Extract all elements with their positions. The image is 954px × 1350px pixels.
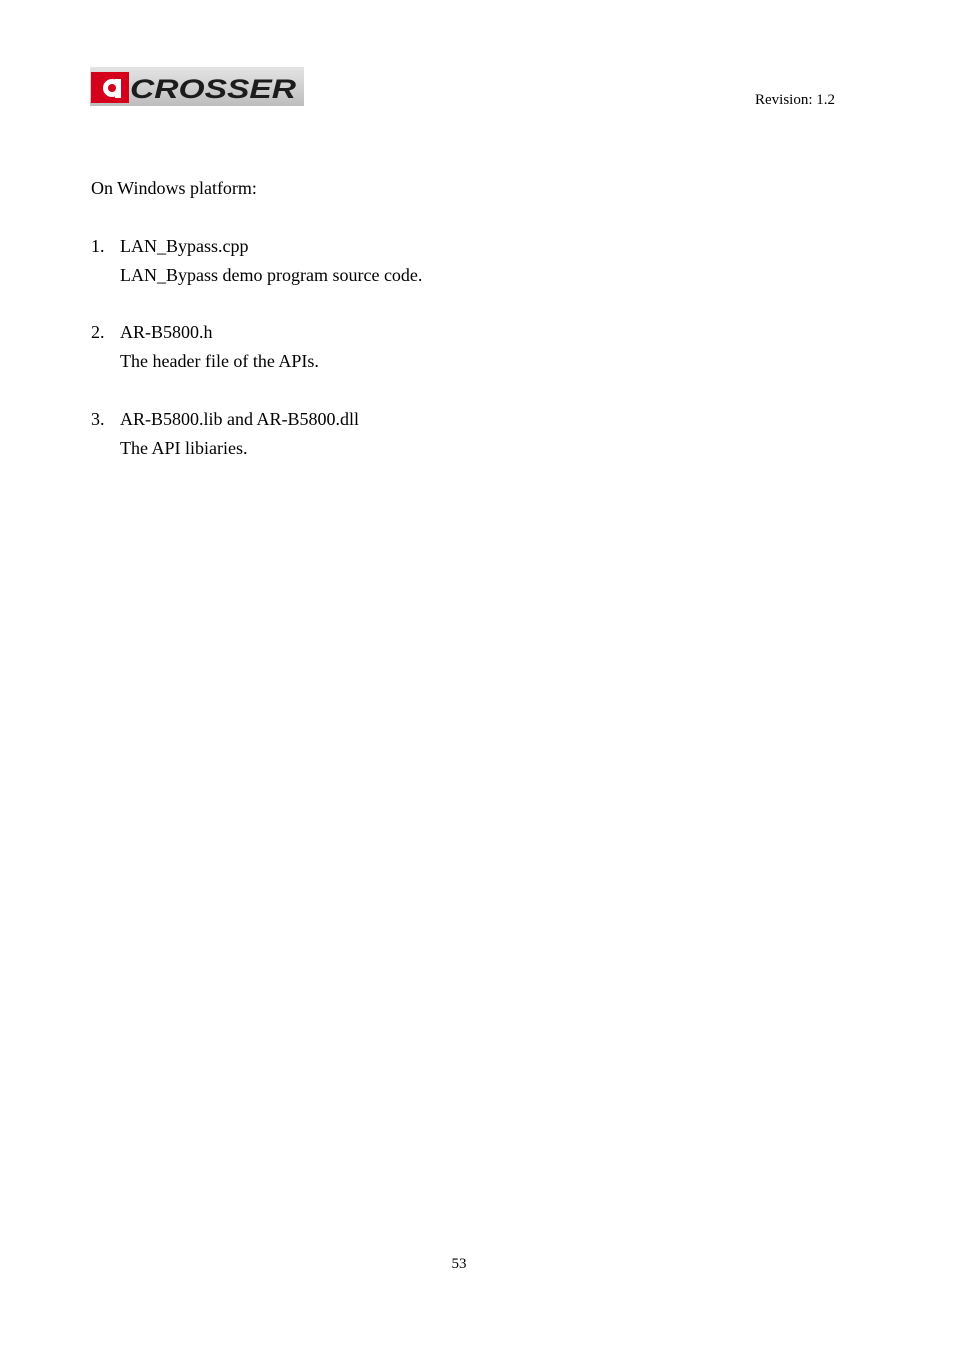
file-name: AR-B5800.lib and AR-B5800.dll [120, 409, 360, 429]
acrosser-logo-mark [90, 67, 304, 106]
file-description: The header file of the APIs. [120, 351, 319, 371]
acrosser-logo [90, 67, 304, 106]
revision-label: Revision: 1.2 [755, 92, 836, 108]
logo-a-counter [108, 84, 116, 92]
list-item-number: 3. [91, 409, 105, 429]
file-description: The API libiaries. [120, 438, 248, 458]
page-number: 53 [451, 1256, 467, 1272]
file-name: LAN_Bypass.cpp [120, 236, 249, 256]
logo-wordmark: CROSSER [130, 74, 297, 104]
platform-heading: On Windows platform: [91, 178, 257, 198]
list-item-number: 1. [91, 236, 105, 256]
file-description: LAN_Bypass demo program source code. [120, 265, 423, 285]
file-name: AR-B5800.h [120, 322, 213, 342]
list-item-number: 2. [91, 322, 105, 342]
